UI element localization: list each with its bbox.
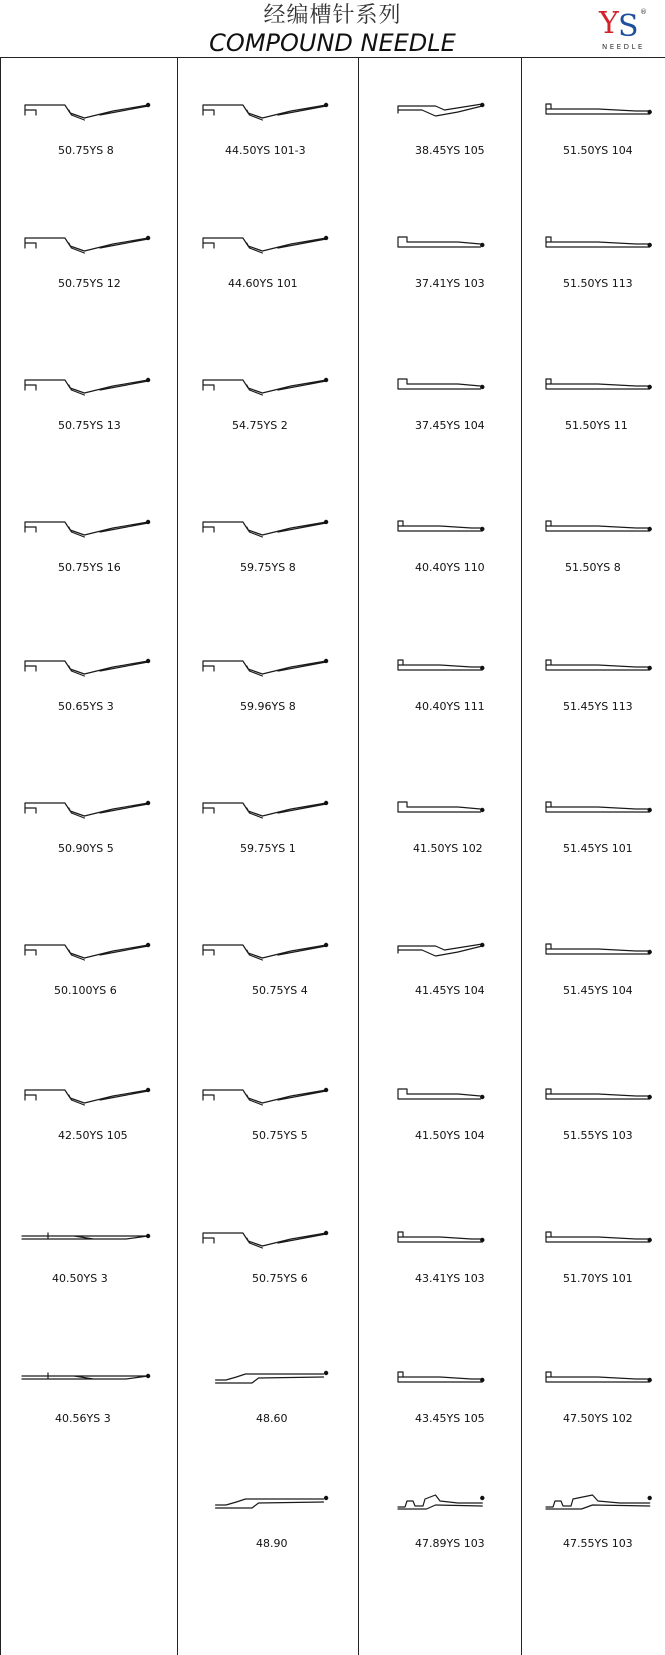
needle-drawing [543, 1085, 659, 1111]
needle-tip [324, 103, 328, 107]
needle-model-label: 44.50YS 101-3 [225, 144, 306, 157]
needle-tip [480, 943, 484, 947]
needle-drawing [543, 517, 659, 543]
needle-outline [22, 1233, 148, 1239]
needle-drawing [200, 940, 336, 966]
needle-model-label: 50.75YS 12 [58, 277, 121, 290]
needle-tip [480, 1095, 484, 1099]
title-english: COMPOUND NEEDLE [209, 29, 456, 57]
needle-model-label: 40.56YS 3 [55, 1412, 111, 1425]
needle-outline [546, 802, 650, 812]
needle-outline [25, 105, 148, 120]
needle-tip [146, 520, 150, 524]
needle-tip [480, 808, 484, 812]
needle-outline [203, 945, 326, 960]
needle-tip [480, 385, 484, 389]
needle-drawing [200, 656, 336, 682]
needle-outline [546, 1495, 650, 1509]
needle-model-label: 38.45YS 105 [415, 144, 485, 157]
needle-model-label: 43.41YS 103 [415, 1272, 485, 1285]
needle-outline [25, 945, 148, 960]
needle-drawing [22, 798, 158, 824]
needle-drawing [543, 940, 659, 966]
needle-tip [480, 666, 484, 670]
needle-tip [648, 385, 652, 389]
needle-tip [324, 659, 328, 663]
needle-model-label: 41.50YS 102 [413, 842, 483, 855]
needle-drawing [395, 375, 491, 401]
needle-model-label: 50.75YS 8 [58, 144, 114, 157]
needle-outline [546, 944, 650, 954]
needle-model-label: 50.75YS 5 [252, 1129, 308, 1142]
needle-outline [25, 1090, 148, 1105]
needle-outline [203, 380, 326, 395]
needle-model-label: 51.50YS 11 [565, 419, 628, 432]
column-divider-1 [177, 57, 178, 1655]
logo-subtext: NEEDLE [602, 43, 645, 51]
logo-letter-s: S [618, 9, 639, 44]
needle-tip [146, 1234, 150, 1238]
needle-model-label: 54.75YS 2 [232, 419, 288, 432]
logo-letter-y: Y [599, 6, 619, 41]
needle-model-label: 51.45YS 101 [563, 842, 633, 855]
needle-tip [480, 243, 484, 247]
needle-drawing [395, 1228, 491, 1254]
needle-model-label: 40.40YS 111 [415, 700, 485, 713]
needle-model-label: 59.75YS 1 [240, 842, 296, 855]
needle-outline [216, 1499, 324, 1508]
header-divider [0, 57, 665, 58]
logo-registered-mark: ® [640, 8, 647, 16]
needle-tip [648, 527, 652, 531]
needle-outline [546, 379, 650, 389]
needle-tip [648, 950, 652, 954]
needle-model-label: 41.45YS 104 [415, 984, 485, 997]
needle-model-label: 42.50YS 105 [58, 1129, 128, 1142]
needle-tip [648, 1095, 652, 1099]
needle-outline [398, 660, 482, 670]
needle-outline [546, 1232, 650, 1242]
needle-model-label: 51.70YS 101 [563, 1272, 633, 1285]
needle-tip [648, 1238, 652, 1242]
column-divider-2 [358, 57, 359, 1655]
needle-drawing [543, 233, 659, 259]
needle-drawing [200, 1368, 336, 1394]
needle-tip [648, 1496, 652, 1500]
needle-model-label: 37.45YS 104 [415, 419, 485, 432]
needle-outline [398, 802, 481, 812]
needle-tip [146, 378, 150, 382]
needle-tip [648, 666, 652, 670]
needle-outline [398, 1372, 482, 1382]
needle-tip [480, 103, 484, 107]
needle-model-label: 47.55YS 103 [563, 1537, 633, 1550]
needle-drawing [395, 233, 491, 259]
needle-drawing [22, 656, 158, 682]
needle-tip [324, 801, 328, 805]
needle-drawing [200, 517, 336, 543]
needle-outline [203, 105, 326, 120]
needle-outline [546, 660, 650, 670]
needle-outline [203, 522, 326, 537]
needle-drawing [543, 1228, 659, 1254]
needle-model-label: 59.96YS 8 [240, 700, 296, 713]
needle-model-label: 51.50YS 8 [565, 561, 621, 574]
needle-tip [146, 1374, 150, 1378]
needle-drawing [395, 1493, 491, 1519]
needle-drawing [22, 100, 158, 126]
needle-drawing [200, 100, 336, 126]
needle-model-label: 51.45YS 104 [563, 984, 633, 997]
needle-outline [203, 1233, 326, 1248]
needle-outline [25, 522, 148, 537]
needle-drawing [543, 375, 659, 401]
needle-tip [146, 1088, 150, 1092]
needle-model-label: 51.55YS 103 [563, 1129, 633, 1142]
needle-tip [146, 103, 150, 107]
needle-tip [324, 1496, 328, 1500]
needle-model-label: 50.90YS 5 [58, 842, 114, 855]
needle-model-label: 41.50YS 104 [415, 1129, 485, 1142]
needle-outline [25, 661, 148, 676]
needle-tip [324, 520, 328, 524]
needle-drawing [543, 656, 659, 682]
needle-drawing [395, 1368, 491, 1394]
needle-drawing [395, 940, 491, 966]
needle-outline [398, 1232, 482, 1242]
needle-drawing [200, 1228, 336, 1254]
needle-model-label: 59.75YS 8 [240, 561, 296, 574]
page-header [0, 0, 665, 60]
column-divider-left [0, 57, 1, 1655]
needle-drawing [22, 1085, 158, 1111]
needle-drawing [200, 798, 336, 824]
needle-outline [398, 104, 482, 116]
needle-model-label: 40.50YS 3 [52, 1272, 108, 1285]
needle-outline [203, 803, 326, 818]
needle-outline [25, 238, 148, 253]
title-chinese: 经编槽针系列 [263, 3, 402, 28]
needle-drawing [22, 940, 158, 966]
needle-outline [25, 380, 148, 395]
needle-drawing [395, 100, 491, 126]
needle-drawing [200, 233, 336, 259]
needle-tip [324, 378, 328, 382]
needle-drawing [22, 1228, 158, 1254]
needle-tip [146, 236, 150, 240]
needle-model-label: 51.45YS 113 [563, 700, 633, 713]
needle-outline [203, 661, 326, 676]
needle-drawing [543, 100, 659, 126]
needle-tip [480, 527, 484, 531]
needle-drawing [200, 1493, 336, 1519]
needle-tip [324, 236, 328, 240]
needle-model-label: 51.50YS 104 [563, 144, 633, 157]
needle-drawing [395, 1085, 491, 1111]
needle-drawing [543, 1493, 659, 1519]
needle-outline [398, 521, 482, 531]
needle-outline [398, 237, 481, 247]
needle-drawing [543, 1368, 659, 1394]
needle-drawing [22, 517, 158, 543]
needle-drawing [22, 375, 158, 401]
needle-outline [25, 803, 148, 818]
needle-outline [398, 1089, 481, 1099]
needle-drawing [543, 798, 659, 824]
needle-model-label: 50.100YS 6 [54, 984, 117, 997]
needle-tip [324, 1088, 328, 1092]
needle-tip [324, 1231, 328, 1235]
needle-model-label: 50.75YS 16 [58, 561, 121, 574]
needle-tip [480, 1238, 484, 1242]
needle-tip [648, 1378, 652, 1382]
needle-outline [398, 379, 481, 389]
needle-tip [146, 943, 150, 947]
needle-model-label: 51.50YS 113 [563, 277, 633, 290]
needle-drawing [395, 517, 491, 543]
column-divider-3 [521, 57, 522, 1655]
needle-tip [146, 659, 150, 663]
needle-model-label: 48.60 [256, 1412, 288, 1425]
needle-outline [22, 1373, 148, 1379]
needle-outline [203, 238, 326, 253]
needle-model-label: 40.40YS 110 [415, 561, 485, 574]
needle-tip [648, 110, 652, 114]
ys-needle-logo [596, 2, 654, 56]
needle-drawing [200, 1085, 336, 1111]
needle-outline [546, 104, 650, 114]
needle-tip [648, 808, 652, 812]
needle-model-label: 43.45YS 105 [415, 1412, 485, 1425]
needle-outline [398, 1495, 482, 1509]
needle-outline [546, 1089, 650, 1099]
needle-model-label: 50.75YS 13 [58, 419, 121, 432]
needle-model-label: 47.50YS 102 [563, 1412, 633, 1425]
needle-outline [546, 1372, 650, 1382]
needle-outline [203, 1090, 326, 1105]
needle-drawing [200, 375, 336, 401]
needle-outline [398, 944, 482, 956]
needle-tip [480, 1496, 484, 1500]
needle-drawing [395, 656, 491, 682]
needle-model-label: 37.41YS 103 [415, 277, 485, 290]
needle-model-label: 50.75YS 4 [252, 984, 308, 997]
needle-model-label: 44.60YS 101 [228, 277, 298, 290]
needle-outline [546, 521, 650, 531]
needle-model-label: 47.89YS 103 [415, 1537, 485, 1550]
needle-model-label: 50.65YS 3 [58, 700, 114, 713]
needle-model-label: 48.90 [256, 1537, 288, 1550]
needle-drawing [22, 233, 158, 259]
needle-outline [546, 237, 650, 247]
needle-tip [648, 243, 652, 247]
needle-tip [324, 1371, 328, 1375]
needle-model-label: 50.75YS 6 [252, 1272, 308, 1285]
needle-drawing [395, 798, 491, 824]
needle-tip [324, 943, 328, 947]
needle-tip [146, 801, 150, 805]
needle-tip [480, 1378, 484, 1382]
needle-drawing [22, 1368, 158, 1394]
needle-outline [216, 1374, 324, 1383]
